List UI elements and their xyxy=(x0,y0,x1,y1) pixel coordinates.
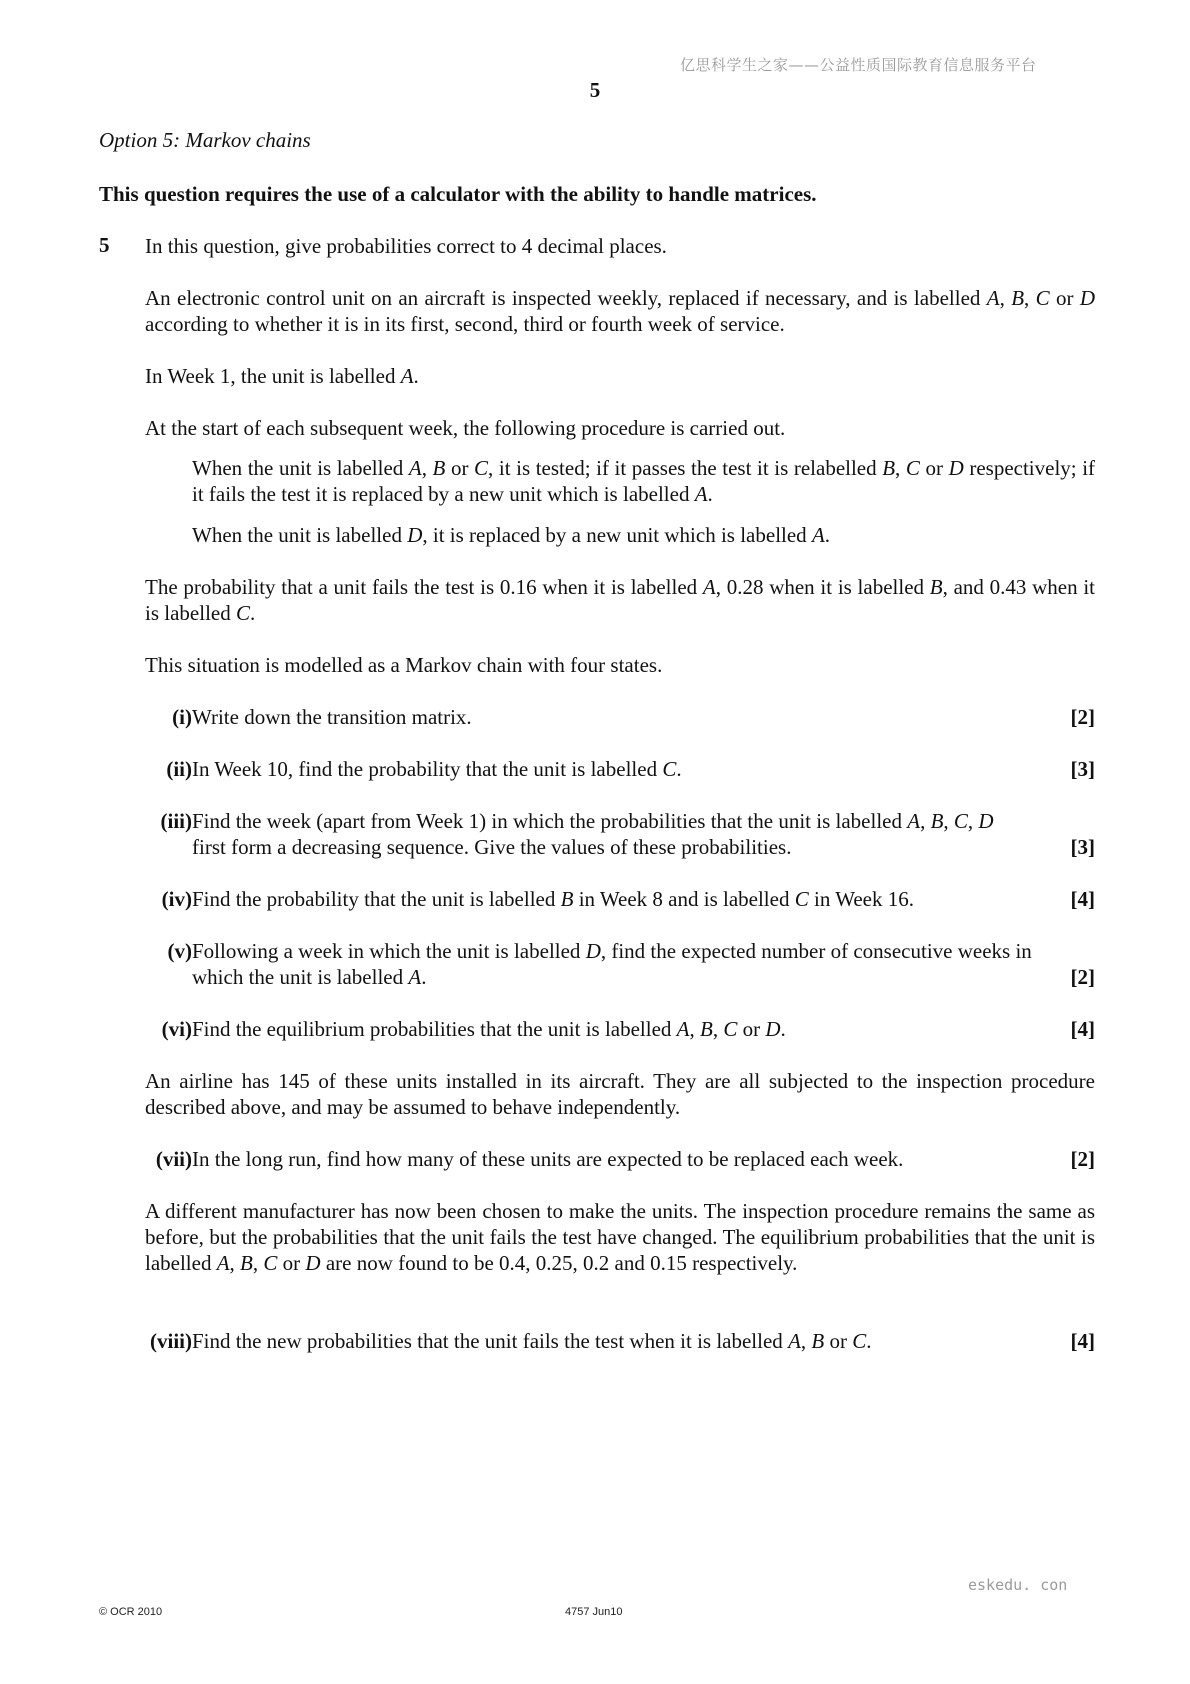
paragraph-procedure: At the start of each subsequent week, the following procedure is carried out. xyxy=(145,416,786,440)
part-label: (vi) xyxy=(161,1017,192,1041)
part-label: (iii) xyxy=(160,809,192,833)
intro-text: In this question, give probabilities correct to 4 decimal places. xyxy=(145,234,667,258)
part-ii xyxy=(130,756,1095,782)
part-marks: [2] xyxy=(1070,965,1095,989)
part-text: Find the equilibrium probabilities that the unit is labelled A, B, C or D. xyxy=(192,1017,786,1041)
part-v xyxy=(130,938,1095,990)
part-marks: [2] xyxy=(1070,705,1095,729)
part-label: (viii) xyxy=(150,1329,192,1353)
paragraph-airline: An airline has 145 of these units installed in its aircraft. They are all subjected to the inspection procedure described above, and may be assumed to behave independently. xyxy=(145,1069,1095,1119)
calculator-note: This question requires the use of a calculator with the ability to handle matrices. xyxy=(99,182,817,206)
page-number: 5 xyxy=(589,78,601,102)
part-text: Find the week (apart from Week 1) in which the probabilities that the unit is labelled A, B, C, D first form a decreasing sequence. Give the values of these probabilities. xyxy=(192,809,994,859)
part-marks: [3] xyxy=(1070,835,1095,859)
part-text: Find the new probabilities that the unit fails the test when it is labelled A, B or C. xyxy=(192,1329,872,1353)
part-label: (iv) xyxy=(161,887,192,911)
part-text: Following a week in which the unit is labelled D, find the expected number of consecutive weeks in which the unit is labelled A. xyxy=(192,939,1032,989)
part-label: (ii) xyxy=(166,757,192,781)
part-text: Find the probability that the unit is labelled B in Week 8 and is labelled C in Week 16. xyxy=(192,887,914,911)
part-text: In the long run, find how many of these units are expected to be replaced each week. xyxy=(192,1147,904,1171)
paragraph-unit-description: An electronic control unit on an aircraft is inspected weekly, replaced if necessary, and is labelled A, B, C or D according to whether it is in its first, second, third or fourth week of service. xyxy=(145,286,1096,336)
part-label: (i) xyxy=(172,705,192,729)
part-text: Write down the transition matrix. xyxy=(192,705,472,729)
part-text: In Week 10, find the probability that the unit is labelled C. xyxy=(192,757,682,781)
part-marks: [2] xyxy=(1070,1147,1095,1171)
paragraph-model: This situation is modelled as a Markov chain with four states. xyxy=(145,653,663,677)
part-label: (vii) xyxy=(155,1147,192,1171)
question-number: 5 xyxy=(99,233,110,257)
part-iii xyxy=(130,808,1095,860)
part-marks: [4] xyxy=(1070,1329,1095,1353)
paragraph-week1: In Week 1, the unit is labelled A. xyxy=(145,364,419,388)
footer-paper-code: 4757 Jun10 xyxy=(565,1606,623,1618)
part-viii xyxy=(130,1328,1095,1354)
paragraph-test-rule: When the unit is labelled A, B or C, it is tested; if it passes the test it is relabelled B, C or D respectively; if it fails the test it is replaced by a new unit which is labelled A. xyxy=(192,456,1096,506)
watermark-top: 亿思科学生之家——公益性质国际教育信息服务平台 xyxy=(680,56,1037,74)
paragraph-new-manufacturer: A different manufacturer has now been chosen to make the units. The inspection procedure remains the same as before, but the probabilities that the unit fails the test have changed. The equilibrium probabilities that the unit is labelled A, B, C or D are now found to be 0.4, 0.25, 0.2 and 0.15 respectively. xyxy=(145,1199,1095,1275)
part-marks: [4] xyxy=(1070,887,1095,911)
part-iv xyxy=(130,886,1095,912)
part-marks: [4] xyxy=(1070,1017,1095,1041)
section-title: Option 5: Markov chains xyxy=(99,128,311,152)
watermark-bottom: eskedu. con xyxy=(968,1576,1068,1594)
paragraph-d-rule: When the unit is labelled D, it is replaced by a new unit which is labelled A. xyxy=(192,523,831,547)
part-vii xyxy=(130,1146,1095,1172)
part-label: (v) xyxy=(167,939,192,963)
footer-copyright: © OCR 2010 xyxy=(99,1606,163,1618)
part-marks: [3] xyxy=(1070,757,1095,781)
part-i xyxy=(130,704,1095,730)
part-vi xyxy=(130,1016,1095,1042)
paragraph-fail-probabilities: The probability that a unit fails the test is 0.16 when it is labelled A, 0.28 when it is labelled B, and 0.43 when it is labelled C. xyxy=(145,575,1095,625)
